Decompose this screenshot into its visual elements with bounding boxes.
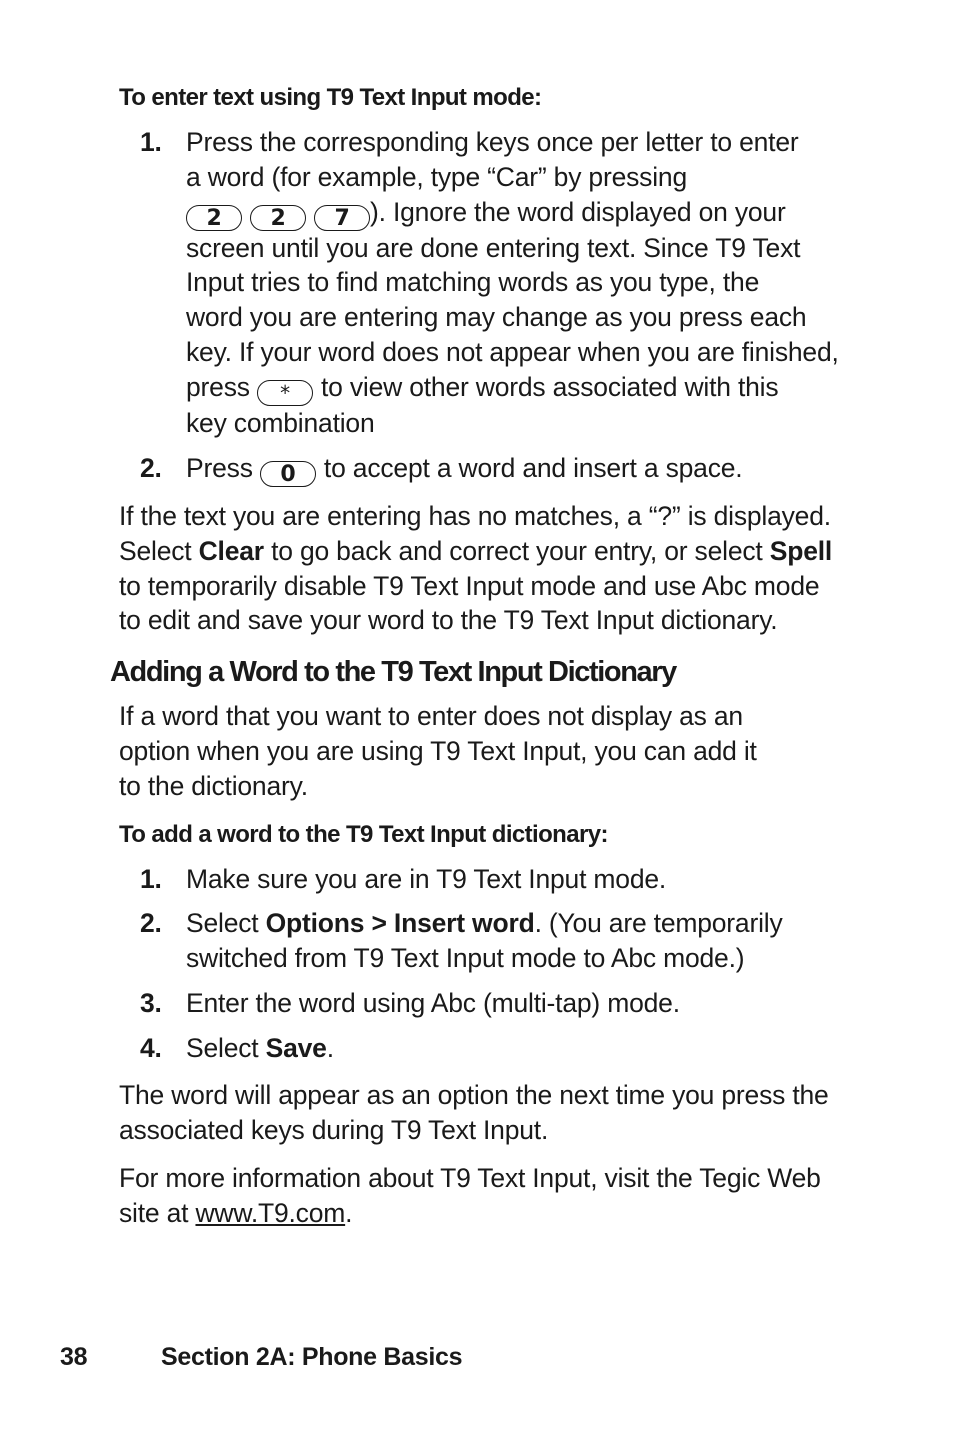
step-number: 1. — [140, 127, 162, 157]
step-text: Press the corresponding keys once per letter to enter a word (for example, type “Car” by pressing 2 2 7 ). Ignore the word displayed on your screen until you are done entering text. Since T9 Text Input tries to find matching words as you type, the word you are entering may change as you press each key. If your word does not appear when you are finished, press * to view other words associated with this key combination — [186, 127, 839, 438]
procedure-label-add-word: To add a word to the T9 Text Input dictionary: — [119, 821, 608, 848]
step-1-add-word — [140, 862, 870, 897]
paragraph-word-appears: The word will appear as an option the next time you press the associated keys during T9 Text Input. — [119, 1080, 829, 1145]
paragraph-no-matches: If the text you are entering has no matches, a “?” is displayed. Select Clear to go back and correct your entry, or select Spell to temporarily disable T9 Text Input mode and use Abc mode to edit and save your word to the T9 Text Input dictionary. — [119, 501, 833, 636]
step-2-accept-word — [140, 451, 870, 487]
t9-website-link[interactable]: www.T9.com — [195, 1197, 346, 1228]
key-2-icon: 2 — [186, 205, 242, 231]
step-3-add-word — [140, 986, 870, 1021]
footer-section-title: Section 2A: Phone Basics — [161, 1343, 463, 1371]
step-text: Select Save. — [186, 1033, 334, 1063]
step-number: 2. — [140, 908, 162, 938]
step-text: Select Options > Insert word. (You are temporarily switched from T9 Text Input mode to Abc mode.) — [186, 908, 783, 973]
options-insert-word-term: Options > Insert word — [265, 908, 535, 938]
paragraph-intro: If a word that you want to enter does not display as an option when you are using T9 Text Input, you can add it to the dictionary. — [119, 701, 757, 801]
key-7-icon: 7 — [314, 205, 370, 231]
clear-term: Clear — [198, 535, 264, 566]
step-1-enter-text — [140, 125, 870, 441]
step-number: 1. — [140, 864, 162, 894]
step-text: Press 0 to accept a word and insert a space. — [186, 453, 743, 487]
step-text: Enter the word using Abc (multi-tap) mode. — [186, 988, 680, 1018]
key-2-icon: 2 — [250, 205, 306, 231]
page-number: 38 — [60, 1343, 88, 1371]
step-4-add-word — [140, 1031, 870, 1066]
spell-term: Spell — [769, 535, 833, 566]
step-number: 3. — [140, 988, 162, 1018]
key-star-icon: * — [257, 380, 313, 406]
section-heading: Adding a Word to the T9 Text Input Dictionary — [110, 656, 676, 688]
step-number: 2. — [140, 453, 162, 483]
key-0-icon: 0 — [260, 461, 316, 487]
procedure-label-enter-text: To enter text using T9 Text Input mode: — [119, 84, 542, 111]
save-term: Save — [265, 1033, 327, 1063]
step-2-add-word — [140, 906, 870, 976]
step-text: Make sure you are in T9 Text Input mode. — [186, 864, 667, 894]
step-number: 4. — [140, 1033, 162, 1063]
paragraph-more-info: For more information about T9 Text Input, visit the Tegic Web site at www.T9.com. — [119, 1163, 821, 1228]
